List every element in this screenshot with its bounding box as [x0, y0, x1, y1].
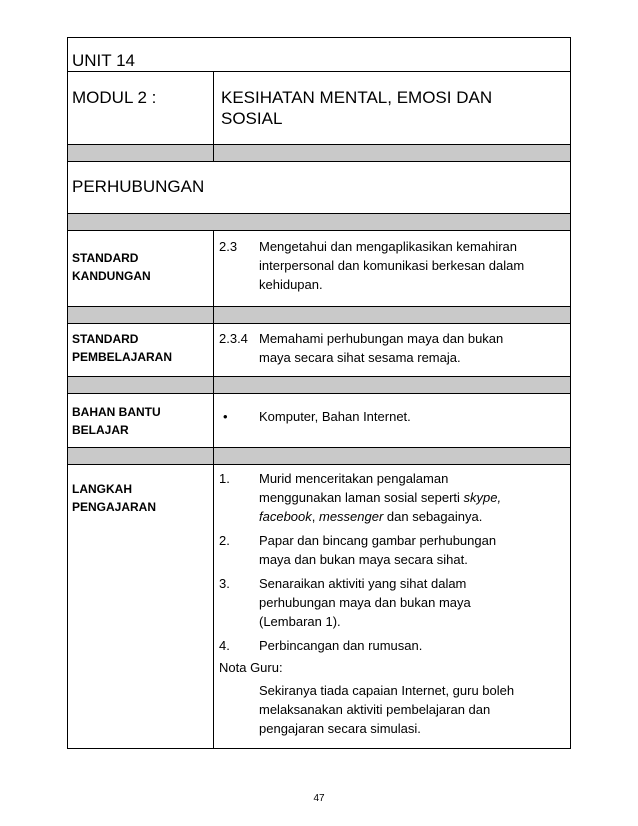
bahan-bantu-label: BAHAN BANTU BELAJAR	[68, 394, 214, 447]
standard-pembelajaran-label: STANDARD PEMBELAJARAN	[68, 324, 214, 376]
standard-pembelajaran-content: 2.3.4 Memahami perhubungan maya dan bukan maya secara sihat sesama remaja.	[219, 331, 504, 365]
standard-pembelajaran-row	[68, 324, 570, 377]
langkah-row	[68, 465, 570, 748]
bahan-bantu-row	[68, 394, 570, 448]
standard-kandungan-row	[68, 231, 570, 307]
bullet-icon: •	[223, 409, 228, 424]
shaded-separator	[68, 448, 570, 465]
page-number: 47	[313, 793, 325, 804]
standard-pembelajaran-code: 2.3.4	[219, 331, 248, 346]
step-number: 4.	[219, 638, 230, 653]
shaded-separator	[68, 307, 570, 324]
modul-row	[68, 72, 570, 145]
step-number: 1.	[219, 471, 230, 486]
modul-title-line: KESIHATAN MENTAL, EMOSI DAN	[221, 88, 493, 107]
modul-label: MODUL 2 :	[68, 72, 214, 144]
nota-guru-label: Nota Guru:	[219, 660, 283, 675]
modul-title-line: SOSIAL	[221, 109, 283, 128]
standard-kandungan-label: STANDARD KANDUNGAN	[68, 231, 214, 306]
step-item: 2. Papar dan bincang gambar perhubungan maya dan bukan maya secara sihat.	[219, 533, 497, 567]
langkah-label: LANGKAH PENGAJARAN	[68, 465, 214, 748]
nota-guru-text: Sekiranya tiada capaian Internet, guru boleh melaksanakan aktiviti pembelajaran dan pengajaran secara simulasi.	[259, 683, 515, 736]
unit-row	[68, 38, 570, 72]
step-number: 3.	[219, 576, 230, 591]
bahan-bantu-content	[214, 394, 570, 447]
lesson-plan-table	[67, 37, 571, 749]
bahan-bantu-text: Komputer, Bahan Internet.	[259, 409, 411, 424]
step-item: 1. Murid menceritakan pengalaman menggunakan laman sosial seperti skype, facebook, messenger dan sebagainya.	[219, 471, 502, 524]
shaded-separator	[68, 214, 570, 231]
shaded-separator	[68, 145, 570, 162]
topic-row	[68, 162, 570, 214]
unit-title: UNIT 14	[72, 51, 135, 70]
shaded-separator	[68, 377, 570, 394]
langkah-content	[214, 465, 570, 748]
modul-title	[214, 72, 570, 144]
step-item: 4. Perbincangan dan rumusan.	[219, 638, 423, 653]
topic-title: PERHUBUNGAN	[72, 177, 205, 196]
step-item: 3. Senaraikan aktiviti yang sihat dalam perhubungan maya dan bukan maya (Lembaran 1).	[219, 576, 471, 629]
standard-kandungan-code: 2.3	[219, 239, 238, 254]
standard-kandungan-content: 2.3 Mengetahui dan mengaplikasikan kemahiran interpersonal dan komunikasi berkesan dalam kehidupan.	[219, 239, 525, 292]
step-number: 2.	[219, 533, 230, 548]
